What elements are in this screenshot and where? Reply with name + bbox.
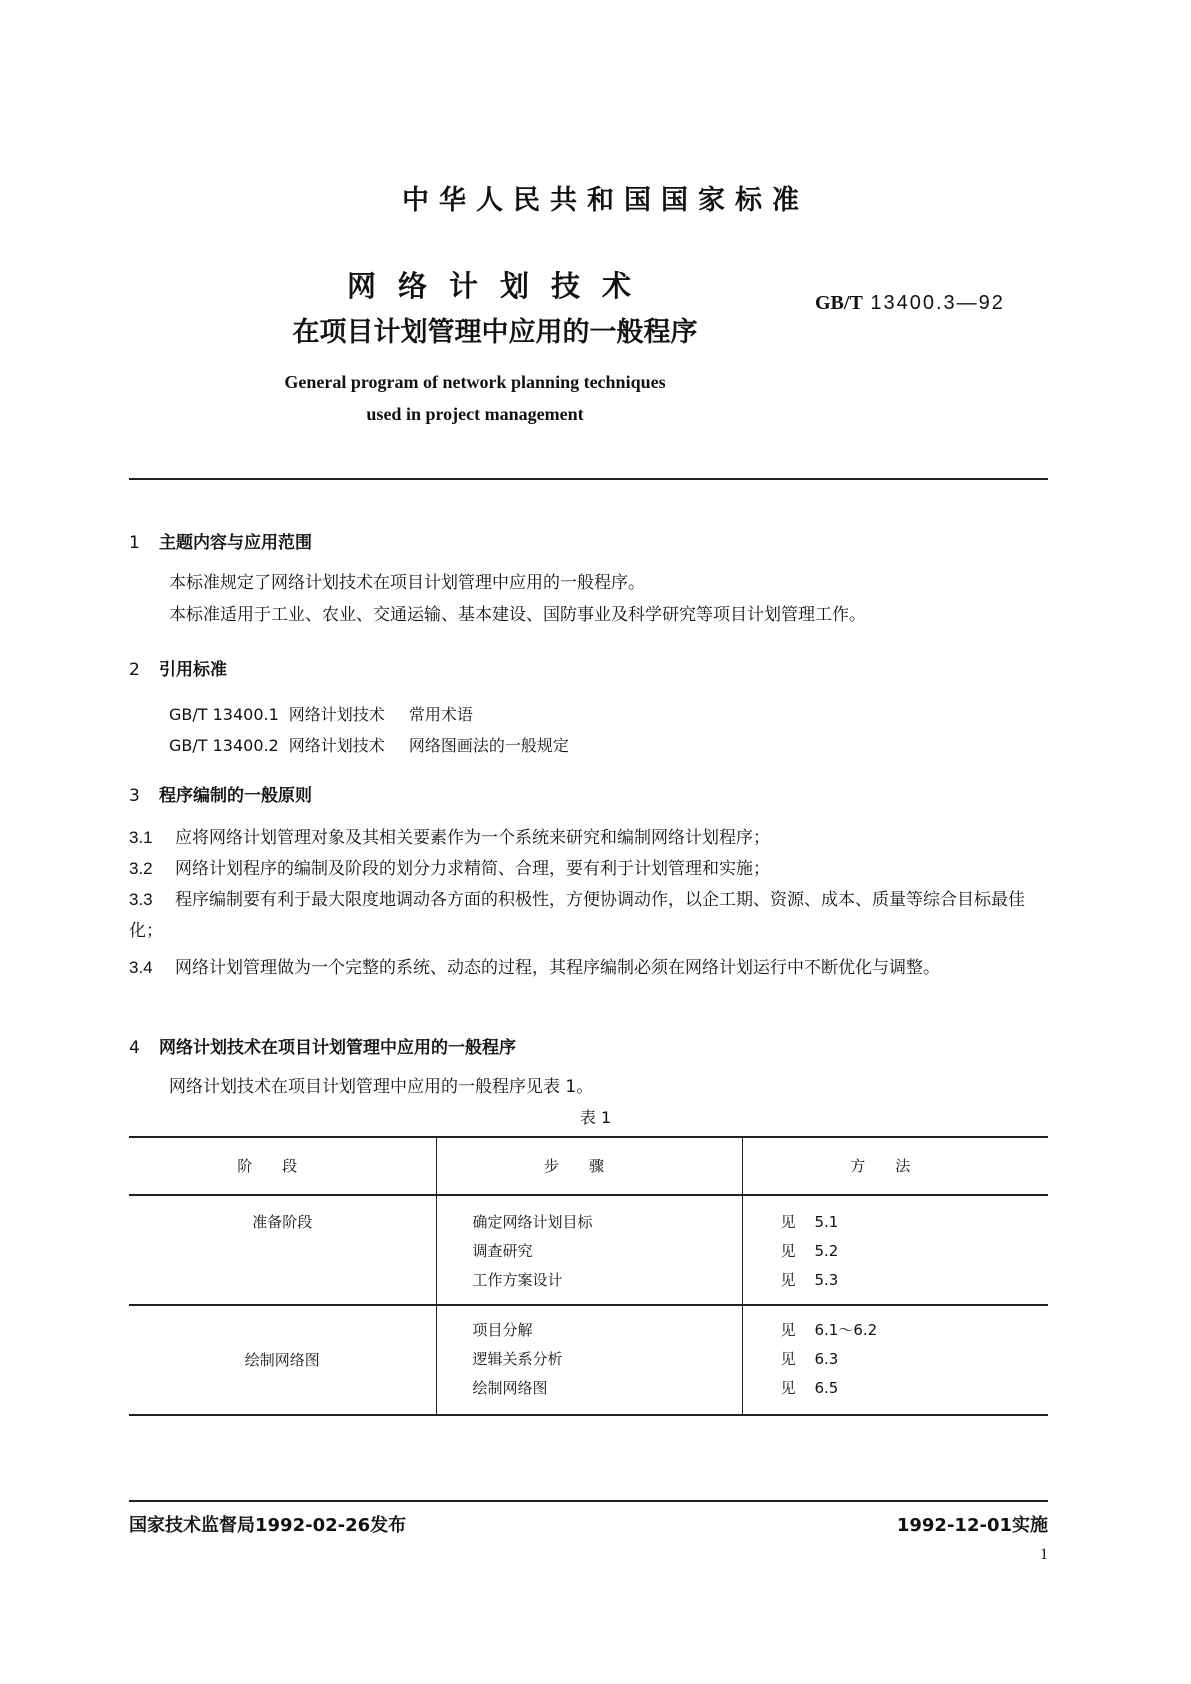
stage-cell: 准备阶段 (252, 1213, 313, 1231)
standard-header: 中华人民共和国国家标准 (402, 185, 809, 216)
effective-date: 1992-12-01实施 (896, 1515, 1048, 1536)
section-2-heading: 2 引用标准 (129, 660, 227, 680)
section-4-heading: 4 网络计划技术在项目计划管理中应用的一般程序 (129, 1038, 516, 1058)
header-method: 方法 (742, 1137, 1048, 1195)
section-1-para-1: 本标准规定了网络计划技术在项目计划管理中应用的一般程序。 (169, 573, 645, 593)
header-steps: 步骤 (436, 1137, 742, 1195)
table-row (129, 1305, 1048, 1415)
step-cell: 工作方案设计 (472, 1271, 563, 1289)
code-prefix: GB/T (815, 292, 863, 314)
header-stage: 阶段 (129, 1137, 436, 1195)
doc-title-line1: 网络计划技术 (346, 269, 653, 303)
method-cell: 见 6.1～6.2 (780, 1321, 878, 1339)
table-row (129, 1195, 1048, 1305)
clause-3-3: 3.3 程序编制要有利于最大限度地调动各方面的积极性，方便协调动作，以企工期、资源、成本、质量等综合目标最佳化； (129, 890, 1025, 941)
table-caption: 表 1 (579, 1108, 612, 1127)
clause-3-4: 3.4 网络计划管理做为一个完整的系统、动态的过程，其程序编制必须在网络计划运行中不断优化与调整。 (129, 958, 940, 978)
step-cell: 确定网络计划目标 (472, 1213, 593, 1231)
page-number: 1 (1040, 1546, 1048, 1563)
clause-3-1: 3.1 应将网络计划管理对象及其相关要素作为一个系统来研究和编制网络计划程序； (129, 828, 770, 848)
stage-cell: 绘制网络图 (244, 1350, 320, 1369)
header-divider (129, 478, 1048, 480)
english-title-line1: General program of network planning techniques (284, 372, 666, 392)
step-cell: 项目分解 (472, 1321, 533, 1339)
method-cell: 见 6.3 (780, 1350, 839, 1368)
code-number: 13400.3—92 (870, 292, 1005, 314)
method-cell: 见 5.2 (780, 1242, 839, 1260)
section-3-heading: 3 程序编制的一般原则 (129, 786, 312, 806)
section-1-para-2: 本标准适用于工业、农业、交通运输、基本建设、国防事业及科学研究等项目计划管理工作。 (169, 605, 866, 625)
doc-title-line2: 在项目计划管理中应用的一般程序 (292, 317, 698, 348)
standard-code (815, 292, 1005, 315)
procedure-table (129, 1137, 1048, 1416)
clause-3-2: 3.2 网络计划程序的编制及阶段的划分力求精简、合理，要有利于计划管理和实施； (129, 859, 770, 879)
step-cell: 绘制网络图 (472, 1379, 548, 1397)
reference-2: GB/T 13400.2 网络计划技术 网络图画法的一般规定 (169, 736, 569, 755)
step-cell: 调查研究 (472, 1242, 533, 1260)
issue-date: 国家技术监督局1992-02-26发布 (129, 1515, 407, 1536)
method-cell: 见 5.3 (780, 1271, 839, 1289)
step-cell: 逻辑关系分析 (472, 1350, 563, 1368)
method-cell: 见 6.5 (780, 1379, 839, 1397)
footer-rule (129, 1500, 1048, 1502)
english-title-line2: used in project management (366, 404, 584, 424)
method-cell: 见 5.1 (780, 1213, 839, 1231)
section-4-para: 网络计划技术在项目计划管理中应用的一般程序见表 1。 (169, 1077, 594, 1097)
section-1-heading: 1 主题内容与应用范围 (129, 533, 312, 553)
reference-1: GB/T 13400.1 网络计划技术 常用术语 (169, 705, 473, 724)
